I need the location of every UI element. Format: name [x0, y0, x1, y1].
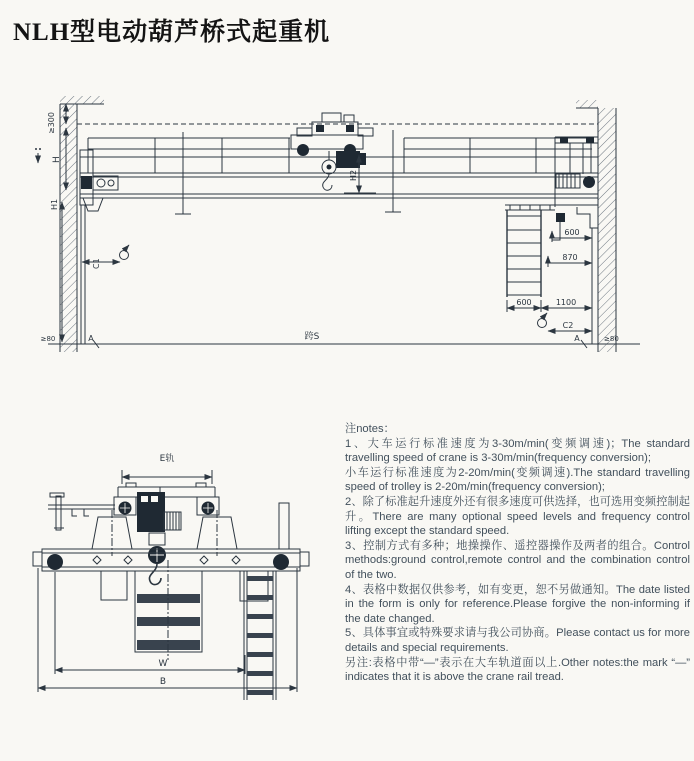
left-wall: [60, 96, 104, 352]
dim-gap80-left: ≥80: [40, 335, 56, 343]
side-trolley: [114, 483, 219, 585]
collector-arm: [48, 493, 115, 530]
hook: [323, 174, 332, 190]
dim-1100: 1100: [555, 298, 577, 307]
hoist-trolley: [291, 113, 373, 190]
walkway-platform: [505, 205, 555, 210]
note-item-3: 3、控制方式有多种；地操操作、遥控器操作及两者的组合。Control methods:ground control,remote control and the combination control of the two.: [345, 539, 690, 581]
note-item-other: 另注:表格中带“—”表示在大车轨道面以上.Other notes:the mark “—” indicates that it is above the crane rail tread.: [345, 656, 690, 684]
dim-a-right: A: [574, 334, 580, 343]
dim-h2: H2: [349, 169, 358, 181]
page-title: NLH型电动葫芦桥式起重机: [13, 19, 331, 46]
rail-reference-symbol: [35, 148, 41, 163]
dim-e: E轨: [159, 454, 175, 464]
dim-h1: H1: [50, 198, 59, 210]
dim-h: H: [52, 156, 62, 163]
end-carriage: [33, 549, 309, 571]
dim-gap80-right: ≥80: [604, 335, 619, 343]
dim-600-right: 600: [564, 228, 580, 237]
note-item-4: 4、表格中数据仅供参考，如有变更，恕不另做通知。The date listed in the form is only for reference.Please forgive the non-informing if the date changed.: [345, 583, 690, 625]
dim-a-left: A: [88, 334, 94, 343]
dim-600-ladder: 600: [516, 298, 532, 307]
note-item-2: 2、除了标准起升速度外还有很多速度可供选择，也可选用变频控制起升。There are many optional speed levels and frequency control lifting except the standard speed.: [345, 495, 690, 538]
side-ladder: [244, 571, 276, 700]
dim-870: 870: [562, 253, 578, 262]
dim-span: 跨S: [304, 332, 320, 342]
dim-w: W: [158, 659, 168, 669]
dim-c1: C1: [92, 258, 101, 269]
bridge-girder: [80, 130, 598, 214]
dimension-lines: [48, 104, 640, 348]
notes-heading: 注notes：: [345, 423, 395, 435]
notes-section: [345, 422, 690, 685]
dim-c2: C2: [562, 321, 574, 330]
access-ladder: [507, 210, 541, 297]
note-item-1: 1、大车运行标准速度为3-30m/min(变频调速)；The standard travelling speed of crane is 3-30m/min(frequency conversion);: [345, 437, 690, 465]
note-item-1b: 小车运行标准速度为2-20m/min(变频调速).The standard travelling speed of trolley is 2-20m/min(frequency conversion);: [345, 466, 690, 494]
left-end-truck: [80, 150, 118, 211]
side-view-drawing: [33, 452, 309, 700]
dim-gap-top: ≥300: [47, 112, 56, 134]
front-view-drawing: [35, 96, 640, 352]
note-item-5: 5、具体事宜或特殊要求请与我公司协商。Please contact us for more details and special requirements.: [345, 627, 690, 654]
dim-b: B: [159, 677, 167, 687]
